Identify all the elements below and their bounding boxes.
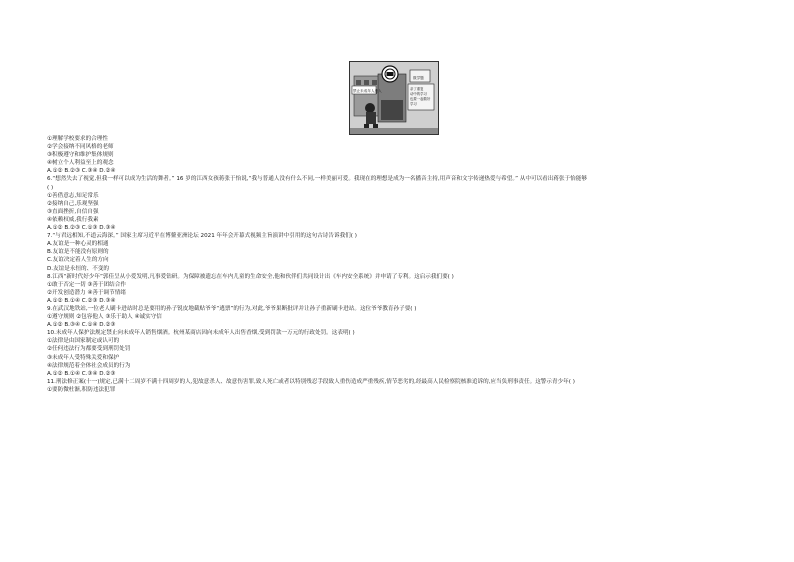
answer-choices: A.①② B.②③ C.①③ D.③④ — [47, 225, 116, 232]
option-line: ②接纳自己,乐观坚强 — [47, 200, 99, 207]
question-11: 11.刑法修正案(十一)规定,已满十二周岁不满十四周岁的人,犯故意杀人、故意伤害罪,致人死亡或者以特别残忍手段致人重伤造成严重残疾,情节恶劣的,经最高人民检察院核准追诉的,应当负刑事责任。这警示青少年( ) — [47, 378, 575, 385]
cartoon-drawing — [350, 62, 438, 134]
option-line: ①法律是由国家制定或认可的 — [47, 338, 120, 345]
answer-choices: A.①② B.①④ C.②③ D.③④ — [47, 297, 116, 304]
cartoon-illustration — [349, 61, 439, 135]
answer-blank: ( ) — [47, 184, 54, 191]
option-line: ①遵守规则 ②包容他人 ③乐于助人 ④诚实守信 — [47, 314, 162, 321]
option-line: ③积极遵守和维护集体规则 — [47, 152, 114, 159]
option-line: ①要防微杜渐,积防违法犯罪 — [47, 386, 116, 393]
question-8: 8.江西“新时代好少年”郭佳呈从小爱发明,凡事爱钻研。为保障被遗忘在车内儿童的生命安全,他和伙伴们共同设计出《车内安全系统》并申请了专利。这启示我们要( ) — [47, 273, 454, 280]
option-line: ④树立个人利益至上的观念 — [47, 160, 114, 167]
option-line: ④法律规范着全体社会成员的行为 — [47, 362, 131, 369]
option-line: D.友谊是永恒的、不变的 — [47, 265, 110, 272]
poster-line: 亲了重复 — [410, 87, 424, 91]
option-line: ①理解学校要求的合理性 — [47, 136, 108, 142]
sign-text: 禁止未成年人出入 — [353, 89, 382, 93]
option-line: ②开发创造潜力 ④善于调节情绪 — [47, 289, 126, 296]
option-line: ①敢于否定一切 ③善于团结合作 — [47, 281, 126, 288]
option-line: ③未成年人受特殊关爱和保护 — [47, 354, 120, 361]
poster-line: 学习 — [410, 102, 417, 106]
question-6: 6.“想然失去了视觉,但我一样可以成为生活的舞者。” 16 岁的江西女孩蒋张于怡说,“我与普通人没有什么不同,一样美丽可爱。我现在的理想是成为一名播音主持,用声音和文字传递热爱与希望。” 从中可以看出蒋张于怡能够 — [47, 176, 587, 183]
option-line: C.友谊决定着人生的方向 — [47, 257, 109, 264]
board-text: 数学题 — [413, 76, 424, 80]
answer-choices: A.①② B.③④ C.①④ D.②③ — [47, 322, 116, 329]
option-line: ①善借意志,知足常乐 — [47, 192, 99, 199]
poster-line: 动中的学习 — [410, 92, 427, 96]
question-7: 7.“与君远相知,不道云海深。” 国家主席习近平在博鳌亚洲论坛 2021 年年会开幕式视频主旨演讲中引用的这句古诗告诉我们( ) — [47, 233, 357, 240]
answer-choices: A.①② B.①④ C.③④ D.②③ — [47, 370, 116, 377]
answer-choices: A.①② B.②③ C.③④ D.②④ — [47, 168, 116, 175]
option-line: ②任何违法行为都要受到刑罚处罚 — [47, 346, 131, 353]
option-line: B.友谊是不能没有原则的 — [47, 249, 109, 256]
poster-line: 也要一起做好 — [410, 97, 431, 101]
question-text — [47, 135, 757, 394]
option-line: ②学会接纳不同风格的老师 — [47, 144, 114, 151]
option-line: ③直面挫折,自信自强 — [47, 208, 99, 215]
question-10: 10.未成年人保护法规定禁止向未成年人销售烟酒。杭州某商店因向未成年人出售香烟,受到罚款一万元的行政处罚。这表明( ) — [47, 330, 355, 337]
option-line: ④依赖权威,我行我素 — [47, 216, 99, 223]
option-line: A.友谊是一种心灵的相通 — [47, 241, 109, 248]
question-9: 9.在武汉地铁站,一位老人刷卡进站时总是要用的孙子锐皮地截贴爷爷“逃票”的行为,对此,爷爷果断批评并让孙子重新刷卡进站。这位爷爷教育孙子要( ) — [47, 305, 417, 312]
